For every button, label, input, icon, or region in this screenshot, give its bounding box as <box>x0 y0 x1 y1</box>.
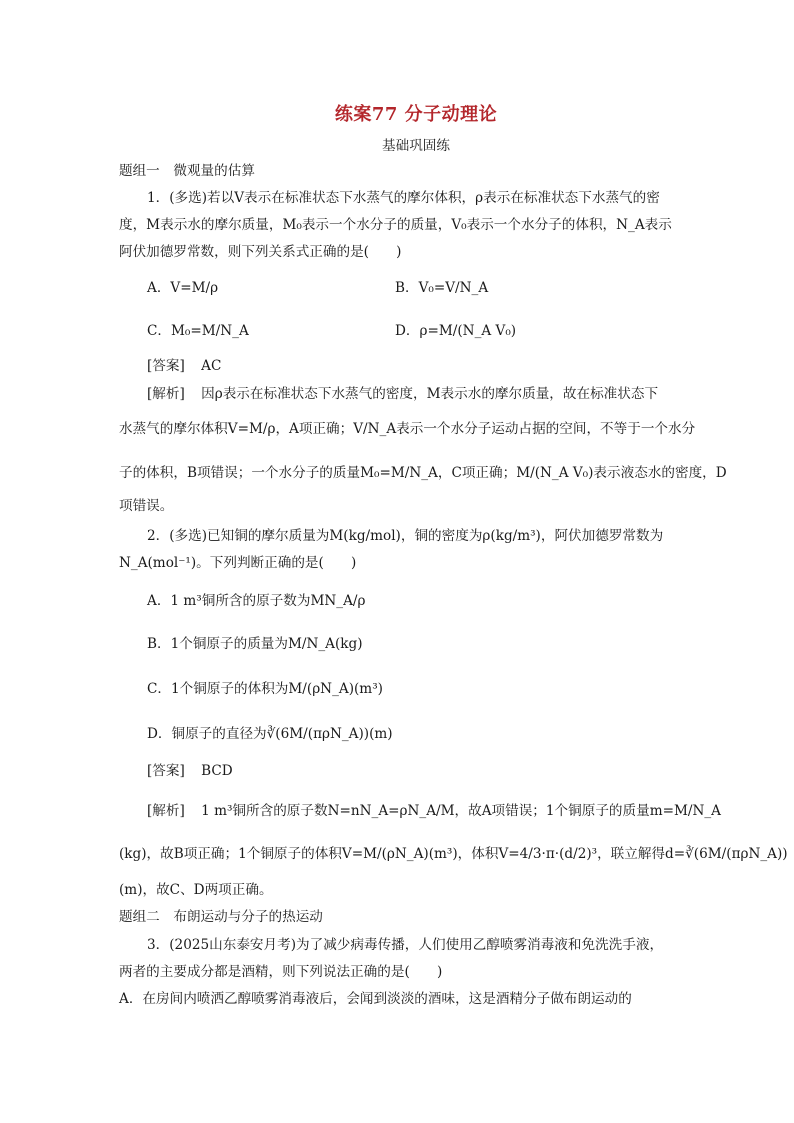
q1-analysis-line-3: 子的体积，B项错误；一个水分子的质量M₀=M/N_A，C项正确；M/(N_A V₀)表示液态水的密度，D <box>119 465 727 481</box>
q2-analysis-text-1: 1 m³铜所含的原子数N=nN_A=ρN_A/M，故A项错误；1个铜原子的质量m=M/N_A <box>201 803 721 819</box>
q2-stem-line-1: 2．(多选)已知铜的摩尔质量为M(kg/mol)，铜的密度为ρ(kg/m³)，阿伏加德罗常数为 <box>147 528 664 544</box>
q2-answer-row <box>147 765 233 779</box>
q2-answer: BCD <box>201 763 233 779</box>
q3-option-a: A．在房间内喷洒乙醇喷雾消毒液后，会闻到淡淡的酒味，这是酒精分子做布朗运动的 <box>119 991 632 1007</box>
exercise-title: 练案77 分子动理论 <box>334 104 498 125</box>
q1-analysis-line-2: 水蒸气的摩尔体积V=M/ρ，A项正确；V/N_A表示一个水分子运动占据的空间，不等于一个水分 <box>119 421 696 437</box>
q2-analysis-line-3: (m)，故C、D两项正确。 <box>119 882 273 898</box>
q1-option-a: A．V=M/ρ <box>147 280 219 296</box>
q2-option-d: D．铜原子的直径为∛(6M/(πρN_A))(m) <box>147 726 393 742</box>
group-heading-2: 题组二 布朗运动与分子的热运动 <box>119 909 323 925</box>
q3-stem-line-2: 两者的主要成分都是酒精，则下列说法正确的是( ) <box>119 964 443 980</box>
section-heading: 基础巩固练 <box>382 138 450 154</box>
group-heading-1: 题组一 微观量的估算 <box>119 163 255 179</box>
q1-stem-line-3: 阿伏加德罗常数，则下列关系式正确的是( ) <box>119 244 402 260</box>
q2-option-b: B．1个铜原子的质量为M/N_A(kg) <box>147 636 363 652</box>
q1-analysis-line-1 <box>147 388 658 402</box>
answer-tag: [答案] <box>147 358 185 374</box>
q2-analysis-line-1 <box>147 805 721 819</box>
q1-answer-row <box>147 360 221 374</box>
q1-option-c: C．M₀=M/N_A <box>147 323 249 339</box>
q1-analysis-line-4: 项错误。 <box>119 498 174 514</box>
q2-stem-line-2: N_A(mol⁻¹)。下列判断正确的是( ) <box>119 555 357 571</box>
q2-option-a: A．1 m³铜所含的原子数为MN_A/ρ <box>147 593 366 609</box>
q1-option-b: B．V₀=V/N_A <box>395 280 489 296</box>
q1-option-d: D．ρ=M/(N_A V₀) <box>395 323 517 339</box>
answer-tag: [答案] <box>147 763 185 779</box>
q1-analysis-text-1: 因ρ表示在标准状态下水蒸气的密度，M表示水的摩尔质量，故在标准状态下 <box>201 386 659 402</box>
q2-analysis-line-2: (kg)，故B项正确；1个铜原子的体积V=M/(ρN_A)(m³)，体积V=4/3·π·(d/2)³，联立解得d=∛(6M/(πρN_A)) <box>119 846 788 862</box>
q1-stem-line-1: 1．(多选)若以V表示在标准状态下水蒸气的摩尔体积，ρ表示在标准状态下水蒸气的密 <box>147 190 660 206</box>
q3-stem-line-1: 3．(2025山东泰安月考)为了减少病毒传播，人们使用乙醇喷雾消毒液和免洗洗手液， <box>147 937 664 953</box>
q1-answer: AC <box>201 358 222 374</box>
q1-stem-line-2: 度，M表示水的摩尔质量，M₀表示一个水分子的质量，V₀表示一个水分子的体积，N_A表示 <box>119 217 672 233</box>
q2-option-c: C．1个铜原子的体积为M/(ρN_A)(m³) <box>147 681 383 697</box>
analysis-tag: [解析] <box>147 803 185 819</box>
analysis-tag: [解析] <box>147 386 185 402</box>
